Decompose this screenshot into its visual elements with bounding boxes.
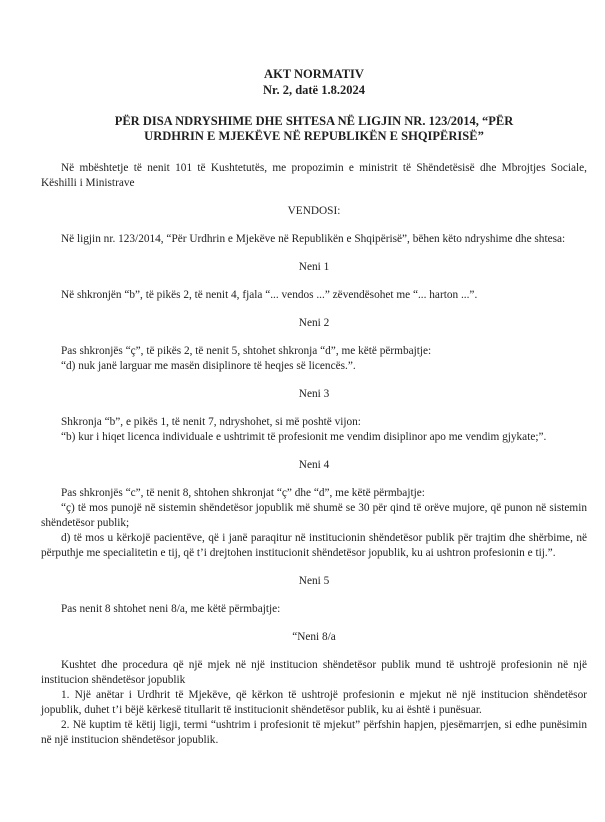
article-4-text-2: “ç) të mos punojë në sistemin shëndetësor jopublik më shumë se 30 për qind të orëve mujore, që punon në sistemin shëndetësor publik; xyxy=(41,502,587,529)
act-subject-line-1: PËR DISA NDRYSHIME DHE SHTESA NË LIGJIN NR. 123/2014, “PËR xyxy=(114,114,514,128)
article-4-heading: Neni 4 xyxy=(298,459,330,471)
new-article-8a-point-2: 2. Në kuptim të këtij ligji, termi “ushtrim i profesionit të mjekut” përfshin hapjen, pjesëmarrjen, si edhe punësimin në një institucion shëndetësor jopublik. xyxy=(41,719,587,746)
article-3-heading: Neni 3 xyxy=(298,388,330,400)
preamble: Në mbështetje të nenit 101 të Kushtetutës, me propozimin e ministrit të Shëndetësisë dhe Mbrojtjes Sociale, Këshilli i Ministrave xyxy=(41,162,587,189)
new-article-8a-point-1: 1. Një anëtar i Urdhrit të Mjekëve, që kërkon të ushtrojë profesionin e mjekut në një institucion shëndetësor jopublik, duhet t’i bëjë kërkesë titullarit të institucionit shëndetësor publik, ku ai është i punësuar. xyxy=(41,689,587,716)
article-3-text-2: “b) kur i hiqet licenca individuale e ushtrimit të profesionit me vendim disiplinor apo me vendim gjykate;”. xyxy=(61,431,547,443)
article-5-heading: Neni 5 xyxy=(298,575,330,587)
decision-heading: VENDOSI: xyxy=(287,205,341,217)
amendment-intro: Në ligjin nr. 123/2014, “Për Urdhrin e Mjekëve në Republikën e Shqipërisë”, bëhen këto ndryshime dhe shtesa: xyxy=(61,233,566,245)
act-number-date: Nr. 2, datë 1.8.2024 xyxy=(263,83,365,97)
article-5-text: Pas nenit 8 shtohet neni 8/a, me këtë përmbajtje: xyxy=(61,603,281,615)
article-4-text-1: Pas shkronjës “c”, të nenit 8, shtohen shkronjat “ç” dhe “d”, me këtë përmbajtje: xyxy=(61,487,425,499)
article-3-text-1: Shkronja “b”, e pikës 1, të nenit 7, ndryshohet, si më poshtë vijon: xyxy=(61,416,361,428)
new-article-8a-title: Kushtet dhe procedura që një mjek në një institucion shëndetësor publik mund të ushtrojë profesionin në një institucion shëndetësor jopublik xyxy=(41,659,587,686)
act-type-title: AKT NORMATIV xyxy=(264,67,364,81)
act-subject-line-2: URDHRIN E MJEKËVE NË REPUBLIKËN E SHQIPËRISË” xyxy=(144,129,484,143)
article-4-text-3: d) të mos u kërkojë pacientëve, që i janë paraqitur në institucionin shëndetësor publik për trajtim dhe shërbime, në përputhje me specialitetin e tij, që t’i drejtohen institucionit shëndetësor jopublik, ku ai ushtron profesionin e tij.”. xyxy=(41,532,587,559)
article-2-heading: Neni 2 xyxy=(298,317,330,329)
article-1-heading: Neni 1 xyxy=(298,261,330,273)
article-1-text: Në shkronjën “b”, të pikës 2, të nenit 4, fjala “... vendos ...” zëvendësohet me “... harton ...”. xyxy=(61,289,478,301)
new-article-8a-heading: “Neni 8/a xyxy=(292,631,336,643)
article-2-text-1: Pas shkronjës “ç”, të pikës 2, të nenit 5, shtohet shkronja “d”, me këtë përmbajtje: xyxy=(61,345,432,357)
article-2-text-2: “d) nuk janë larguar me masën disiplinore të heqjes së licencës.”. xyxy=(61,360,356,372)
